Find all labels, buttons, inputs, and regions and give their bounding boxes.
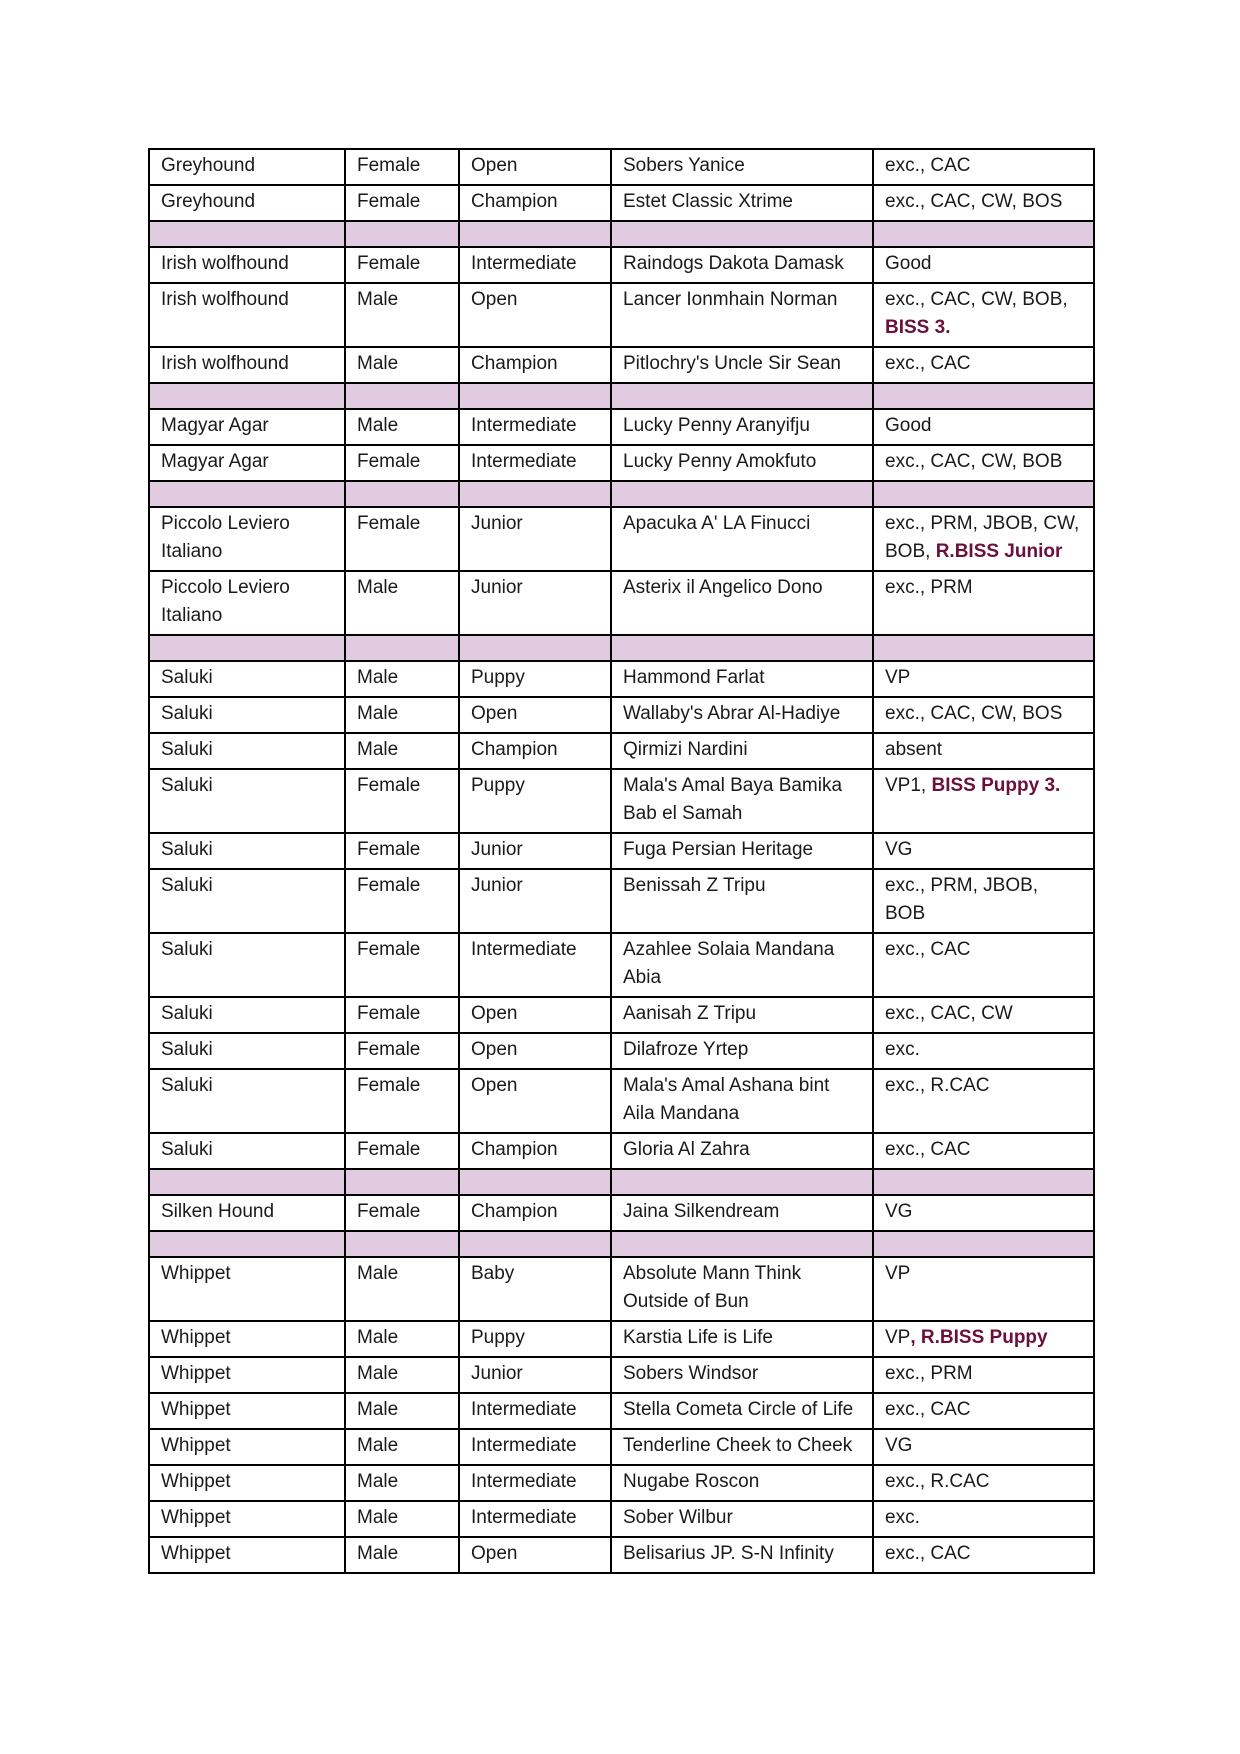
result-cell xyxy=(873,1033,1094,1069)
dog-name-cell: Raindogs Dakota Damask xyxy=(611,247,873,283)
sex-cell: Male xyxy=(345,347,459,383)
dog-name-cell: Tenderline Cheek to Cheek xyxy=(611,1429,873,1465)
separator-cell xyxy=(611,383,873,409)
separator-cell xyxy=(873,1231,1094,1257)
breed-separator-row xyxy=(149,1231,1094,1257)
result-cell xyxy=(873,445,1094,481)
class-cell: Open xyxy=(459,997,611,1033)
class-cell: Open xyxy=(459,1537,611,1573)
result-cell xyxy=(873,997,1094,1033)
class-cell: Intermediate xyxy=(459,1501,611,1537)
dog-name-cell: Gloria Al Zahra xyxy=(611,1133,873,1169)
table-row xyxy=(149,1357,1094,1393)
class-cell: Intermediate xyxy=(459,1429,611,1465)
sex-cell: Male xyxy=(345,1537,459,1573)
dog-name-cell: Qirmizi Nardini xyxy=(611,733,873,769)
dog-name-cell: Nugabe Roscon xyxy=(611,1465,873,1501)
dog-name-cell: Apacuka A' LA Finucci xyxy=(611,507,873,571)
dog-name-cell: Absolute Mann Think Outside of Bun xyxy=(611,1257,873,1321)
table-row xyxy=(149,661,1094,697)
table-row xyxy=(149,247,1094,283)
sex-cell: Female xyxy=(345,185,459,221)
result-cell xyxy=(873,769,1094,833)
sex-cell: Male xyxy=(345,1321,459,1357)
results-table-body xyxy=(149,149,1094,1573)
table-row xyxy=(149,997,1094,1033)
result-text: exc., CAC xyxy=(885,1399,971,1420)
class-cell: Junior xyxy=(459,571,611,635)
result-cell xyxy=(873,933,1094,997)
separator-cell xyxy=(459,1231,611,1257)
breed-cell: Saluki xyxy=(149,697,345,733)
dog-name-cell: Pitlochry's Uncle Sir Sean xyxy=(611,347,873,383)
table-row xyxy=(149,1537,1094,1573)
sex-cell: Female xyxy=(345,833,459,869)
class-cell: Champion xyxy=(459,347,611,383)
breed-separator-row xyxy=(149,221,1094,247)
sex-cell: Female xyxy=(345,507,459,571)
result-cell xyxy=(873,1133,1094,1169)
dog-name-cell: Jaina Silkendream xyxy=(611,1195,873,1231)
separator-cell xyxy=(459,383,611,409)
sex-cell: Male xyxy=(345,1393,459,1429)
dog-name-cell: Karstia Life is Life xyxy=(611,1321,873,1357)
result-cell xyxy=(873,1429,1094,1465)
dog-name-cell: Mala's Amal Baya Bamika Bab el Samah xyxy=(611,769,873,833)
sex-cell: Female xyxy=(345,997,459,1033)
result-cell xyxy=(873,247,1094,283)
sex-cell: Male xyxy=(345,1257,459,1321)
result-cell xyxy=(873,869,1094,933)
table-row xyxy=(149,833,1094,869)
result-cell xyxy=(873,1393,1094,1429)
dog-name-cell: Asterix il Angelico Dono xyxy=(611,571,873,635)
breed-cell: Whippet xyxy=(149,1321,345,1357)
separator-cell xyxy=(345,1231,459,1257)
table-row xyxy=(149,1393,1094,1429)
sex-cell: Female xyxy=(345,1033,459,1069)
dog-name-cell: Lancer Ionmhain Norman xyxy=(611,283,873,347)
class-cell: Junior xyxy=(459,833,611,869)
table-row xyxy=(149,933,1094,997)
result-text: exc., CAC xyxy=(885,1139,971,1160)
table-row xyxy=(149,185,1094,221)
breed-cell: Saluki xyxy=(149,1069,345,1133)
breed-cell: Irish wolfhound xyxy=(149,283,345,347)
separator-cell xyxy=(149,481,345,507)
result-cell xyxy=(873,833,1094,869)
sex-cell: Male xyxy=(345,733,459,769)
class-cell: Intermediate xyxy=(459,933,611,997)
breed-cell: Saluki xyxy=(149,733,345,769)
table-row xyxy=(149,1321,1094,1357)
class-cell: Champion xyxy=(459,185,611,221)
class-cell: Open xyxy=(459,149,611,185)
dog-name-cell: Mala's Amal Ashana bint Aila Mandana xyxy=(611,1069,873,1133)
table-row xyxy=(149,283,1094,347)
result-cell xyxy=(873,149,1094,185)
dog-name-cell: Lucky Penny Amokfuto xyxy=(611,445,873,481)
breed-separator-row xyxy=(149,635,1094,661)
result-cell xyxy=(873,1501,1094,1537)
result-text: exc., PRM, JBOB, CW, BOB, xyxy=(885,513,1080,562)
breed-cell: Saluki xyxy=(149,661,345,697)
dog-name-cell: Sobers Yanice xyxy=(611,149,873,185)
award-highlight: BISS 3. xyxy=(885,317,951,338)
result-text: exc., CAC, CW xyxy=(885,1003,1013,1024)
table-row xyxy=(149,1501,1094,1537)
dog-name-cell: Benissah Z Tripu xyxy=(611,869,873,933)
result-text: Good xyxy=(885,253,932,274)
table-row xyxy=(149,869,1094,933)
result-text: exc., CAC xyxy=(885,155,971,176)
sex-cell: Female xyxy=(345,445,459,481)
table-row xyxy=(149,1195,1094,1231)
sex-cell: Male xyxy=(345,1357,459,1393)
breed-cell: Whippet xyxy=(149,1537,345,1573)
dog-name-cell: Estet Classic Xtrime xyxy=(611,185,873,221)
result-cell xyxy=(873,1195,1094,1231)
sex-cell: Female xyxy=(345,933,459,997)
table-row xyxy=(149,347,1094,383)
result-text: exc., R.CAC xyxy=(885,1471,990,1492)
table-row xyxy=(149,1465,1094,1501)
result-cell xyxy=(873,1357,1094,1393)
result-text: exc., CAC, CW, BOS xyxy=(885,191,1063,212)
sex-cell: Male xyxy=(345,1501,459,1537)
class-cell: Open xyxy=(459,1033,611,1069)
class-cell: Intermediate xyxy=(459,1465,611,1501)
breed-separator-row xyxy=(149,481,1094,507)
breed-separator-row xyxy=(149,1169,1094,1195)
class-cell: Champion xyxy=(459,1133,611,1169)
result-text: VG xyxy=(885,1201,913,1222)
class-cell: Junior xyxy=(459,1357,611,1393)
table-row xyxy=(149,1069,1094,1133)
breed-cell: Whippet xyxy=(149,1393,345,1429)
separator-cell xyxy=(459,221,611,247)
result-text: VG xyxy=(885,1435,913,1456)
result-cell xyxy=(873,283,1094,347)
separator-cell xyxy=(459,635,611,661)
separator-cell xyxy=(873,635,1094,661)
result-text: exc. xyxy=(885,1039,920,1060)
breed-cell: Irish wolfhound xyxy=(149,347,345,383)
table-row xyxy=(149,445,1094,481)
result-cell xyxy=(873,1069,1094,1133)
separator-cell xyxy=(149,383,345,409)
separator-cell xyxy=(149,221,345,247)
breed-cell: Whippet xyxy=(149,1465,345,1501)
class-cell: Intermediate xyxy=(459,445,611,481)
separator-cell xyxy=(345,1169,459,1195)
table-row xyxy=(149,1133,1094,1169)
sex-cell: Male xyxy=(345,1465,459,1501)
class-cell: Intermediate xyxy=(459,1393,611,1429)
table-row xyxy=(149,1257,1094,1321)
class-cell: Junior xyxy=(459,507,611,571)
class-cell: Puppy xyxy=(459,1321,611,1357)
breed-cell: Whippet xyxy=(149,1257,345,1321)
breed-cell: Piccolo Leviero Italiano xyxy=(149,571,345,635)
breed-cell: Whippet xyxy=(149,1501,345,1537)
separator-cell xyxy=(345,221,459,247)
sex-cell: Female xyxy=(345,247,459,283)
result-text: exc., CAC xyxy=(885,353,971,374)
class-cell: Intermediate xyxy=(459,409,611,445)
dog-name-cell: Fuga Persian Heritage xyxy=(611,833,873,869)
result-cell xyxy=(873,697,1094,733)
class-cell: Puppy xyxy=(459,769,611,833)
breed-separator-row xyxy=(149,383,1094,409)
breed-cell: Saluki xyxy=(149,869,345,933)
table-row xyxy=(149,507,1094,571)
separator-cell xyxy=(459,481,611,507)
result-text: exc., PRM xyxy=(885,577,973,598)
table-row xyxy=(149,149,1094,185)
separator-cell xyxy=(149,1169,345,1195)
dog-name-cell: Wallaby's Abrar Al-Hadiye xyxy=(611,697,873,733)
result-text: VP xyxy=(885,667,911,688)
separator-cell xyxy=(345,481,459,507)
dog-name-cell: Belisarius JP. S-N Infinity xyxy=(611,1537,873,1573)
sex-cell: Male xyxy=(345,661,459,697)
breed-cell: Saluki xyxy=(149,769,345,833)
result-cell xyxy=(873,409,1094,445)
sex-cell: Female xyxy=(345,1069,459,1133)
breed-cell: Greyhound xyxy=(149,185,345,221)
breed-cell: Magyar Agar xyxy=(149,409,345,445)
result-text: absent xyxy=(885,739,943,760)
class-cell: Champion xyxy=(459,733,611,769)
separator-cell xyxy=(611,481,873,507)
table-row xyxy=(149,733,1094,769)
result-text: exc. xyxy=(885,1507,920,1528)
breed-cell: Saluki xyxy=(149,933,345,997)
result-cell xyxy=(873,733,1094,769)
class-cell: Baby xyxy=(459,1257,611,1321)
result-cell xyxy=(873,571,1094,635)
breed-cell: Magyar Agar xyxy=(149,445,345,481)
breed-cell: Greyhound xyxy=(149,149,345,185)
breed-cell: Irish wolfhound xyxy=(149,247,345,283)
table-row xyxy=(149,1033,1094,1069)
separator-cell xyxy=(873,481,1094,507)
sex-cell: Male xyxy=(345,697,459,733)
result-text: exc., R.CAC xyxy=(885,1075,990,1096)
class-cell: Open xyxy=(459,697,611,733)
sex-cell: Male xyxy=(345,571,459,635)
result-cell xyxy=(873,661,1094,697)
dog-name-cell: Sober Wilbur xyxy=(611,1501,873,1537)
award-highlight: , R.BISS Puppy xyxy=(910,1327,1048,1348)
dog-name-cell: Sobers Windsor xyxy=(611,1357,873,1393)
award-highlight: BISS Puppy 3. xyxy=(931,775,1061,796)
table-row xyxy=(149,409,1094,445)
separator-cell xyxy=(459,1169,611,1195)
result-text: exc., CAC xyxy=(885,1543,971,1564)
breed-cell: Whippet xyxy=(149,1357,345,1393)
result-text: VP xyxy=(885,1327,911,1348)
dog-name-cell: Hammond Farlat xyxy=(611,661,873,697)
table-row xyxy=(149,697,1094,733)
award-highlight: R.BISS Junior xyxy=(935,541,1063,562)
sex-cell: Male xyxy=(345,1429,459,1465)
sex-cell: Female xyxy=(345,149,459,185)
class-cell: Open xyxy=(459,1069,611,1133)
breed-cell: Saluki xyxy=(149,1033,345,1069)
result-cell xyxy=(873,1257,1094,1321)
result-cell xyxy=(873,1465,1094,1501)
breed-cell: Whippet xyxy=(149,1429,345,1465)
breed-cell: Saluki xyxy=(149,1133,345,1169)
sex-cell: Female xyxy=(345,869,459,933)
result-text: VG xyxy=(885,839,913,860)
sex-cell: Male xyxy=(345,283,459,347)
separator-cell xyxy=(873,221,1094,247)
table-row xyxy=(149,571,1094,635)
sex-cell: Female xyxy=(345,769,459,833)
class-cell: Junior xyxy=(459,869,611,933)
breed-cell: Saluki xyxy=(149,997,345,1033)
result-text: exc., CAC, CW, BOB, xyxy=(885,289,1068,310)
result-cell xyxy=(873,347,1094,383)
separator-cell xyxy=(149,1231,345,1257)
class-cell: Puppy xyxy=(459,661,611,697)
sex-cell: Female xyxy=(345,1195,459,1231)
result-cell xyxy=(873,185,1094,221)
result-text: exc., CAC xyxy=(885,939,971,960)
separator-cell xyxy=(611,221,873,247)
dog-name-cell: Stella Cometa Circle of Life xyxy=(611,1393,873,1429)
dog-name-cell: Dilafroze Yrtep xyxy=(611,1033,873,1069)
result-text: exc., PRM, JBOB, BOB xyxy=(885,875,1039,924)
separator-cell xyxy=(873,1169,1094,1195)
dog-name-cell: Azahlee Solaia Mandana Abia xyxy=(611,933,873,997)
separator-cell xyxy=(611,1231,873,1257)
result-text: exc., CAC, CW, BOB xyxy=(885,451,1063,472)
result-text: VP1, xyxy=(885,775,932,796)
separator-cell xyxy=(611,635,873,661)
sex-cell: Male xyxy=(345,409,459,445)
separator-cell xyxy=(149,635,345,661)
dog-name-cell: Aanisah Z Tripu xyxy=(611,997,873,1033)
class-cell: Intermediate xyxy=(459,247,611,283)
result-cell xyxy=(873,1537,1094,1573)
breed-cell: Piccolo Leviero Italiano xyxy=(149,507,345,571)
result-text: exc., CAC, CW, BOS xyxy=(885,703,1063,724)
breed-cell: Saluki xyxy=(149,833,345,869)
breed-cell: Silken Hound xyxy=(149,1195,345,1231)
result-cell xyxy=(873,1321,1094,1357)
result-text: exc., PRM xyxy=(885,1363,973,1384)
separator-cell xyxy=(873,383,1094,409)
result-text: VP xyxy=(885,1263,911,1284)
separator-cell xyxy=(345,383,459,409)
table-row xyxy=(149,1429,1094,1465)
show-results-table xyxy=(148,148,1095,1574)
separator-cell xyxy=(611,1169,873,1195)
result-cell xyxy=(873,507,1094,571)
separator-cell xyxy=(345,635,459,661)
dog-name-cell: Lucky Penny Aranyifju xyxy=(611,409,873,445)
sex-cell: Female xyxy=(345,1133,459,1169)
table-row xyxy=(149,769,1094,833)
result-text: Good xyxy=(885,415,932,436)
class-cell: Champion xyxy=(459,1195,611,1231)
class-cell: Open xyxy=(459,283,611,347)
